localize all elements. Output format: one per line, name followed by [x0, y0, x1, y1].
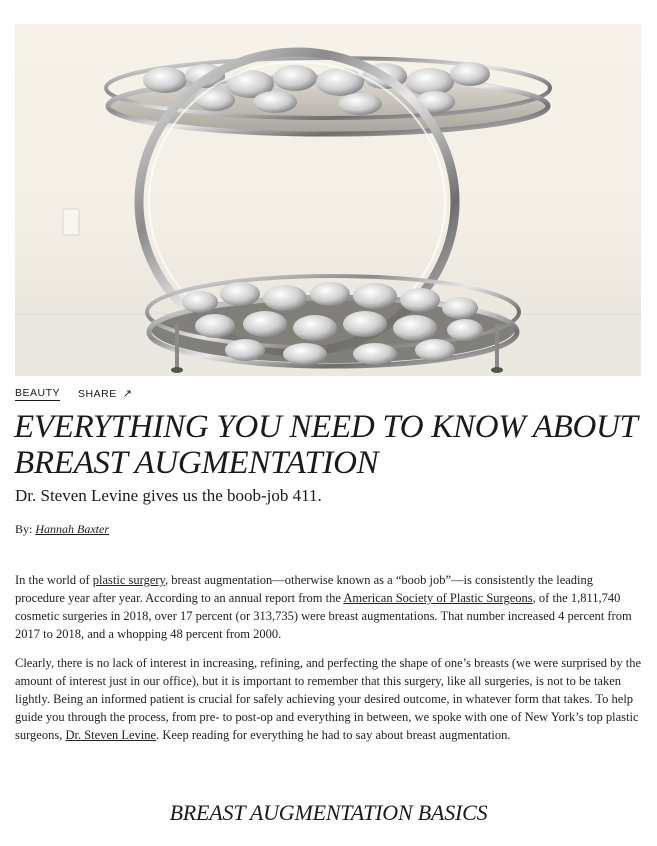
asps-link[interactable]: American Society of Plastic Surgeons [343, 591, 533, 605]
p1-text-1: In the world of [15, 573, 93, 587]
section-heading: BREAST AUGMENTATION BASICS [169, 800, 488, 825]
hero-image [15, 24, 641, 376]
p1-text-3: , of the 1,811,740 cosmetic surgeries in 2018, over 17 percent (or 313,735) were breast augmentations. That number increased 4 percent from 2017 to 2018, and a whopping 48 percent from 2000. [15, 591, 632, 641]
article-dek: Dr. Steven Levine gives us the boob-job 411. [15, 486, 322, 505]
share-label: SHARE [78, 388, 117, 400]
arrow-up-right-icon: ↗ [122, 387, 133, 400]
article-headline: EVERYTHING YOU NEED TO KNOW ABOUT BREAST AUGMENTATION [14, 409, 637, 481]
body-paragraph-1 [15, 571, 643, 643]
byline-prefix: By: [15, 522, 33, 536]
body-paragraph-2 [15, 654, 643, 744]
p1-text-2: , breast augmentation—otherwise known as a “boob job”—is consistently the leading procedure year after year. According to an annual report from the [15, 573, 594, 605]
dr-levine-link[interactable]: Dr. Steven Levine [65, 728, 157, 742]
p2-text-2: . Keep reading for everything he had to say about breast augmentation. [156, 728, 511, 742]
byline [15, 522, 109, 537]
plastic-surgery-link[interactable]: plastic surgery [92, 573, 165, 587]
share-button[interactable] [78, 388, 132, 400]
category-link[interactable]: BEAUTY [15, 387, 61, 399]
author-link[interactable]: Hannah Baxter [35, 522, 109, 536]
article-meta-row [15, 386, 132, 402]
p2-text-1: Clearly, there is no lack of interest in increasing, refining, and perfecting the shape of one’s breasts (we were surprised by the amount of interest just in our office), but it is important to remember that this surgery, like all surgeries, is not to be taken lightly. Being an informed patient is crucial for safely achieving your desired outcome, in whatever form that takes. To help guide you through the process, from pre- to post-op and everything in between, we spoke with one of New York’s top plastic surgeons, [15, 656, 642, 742]
